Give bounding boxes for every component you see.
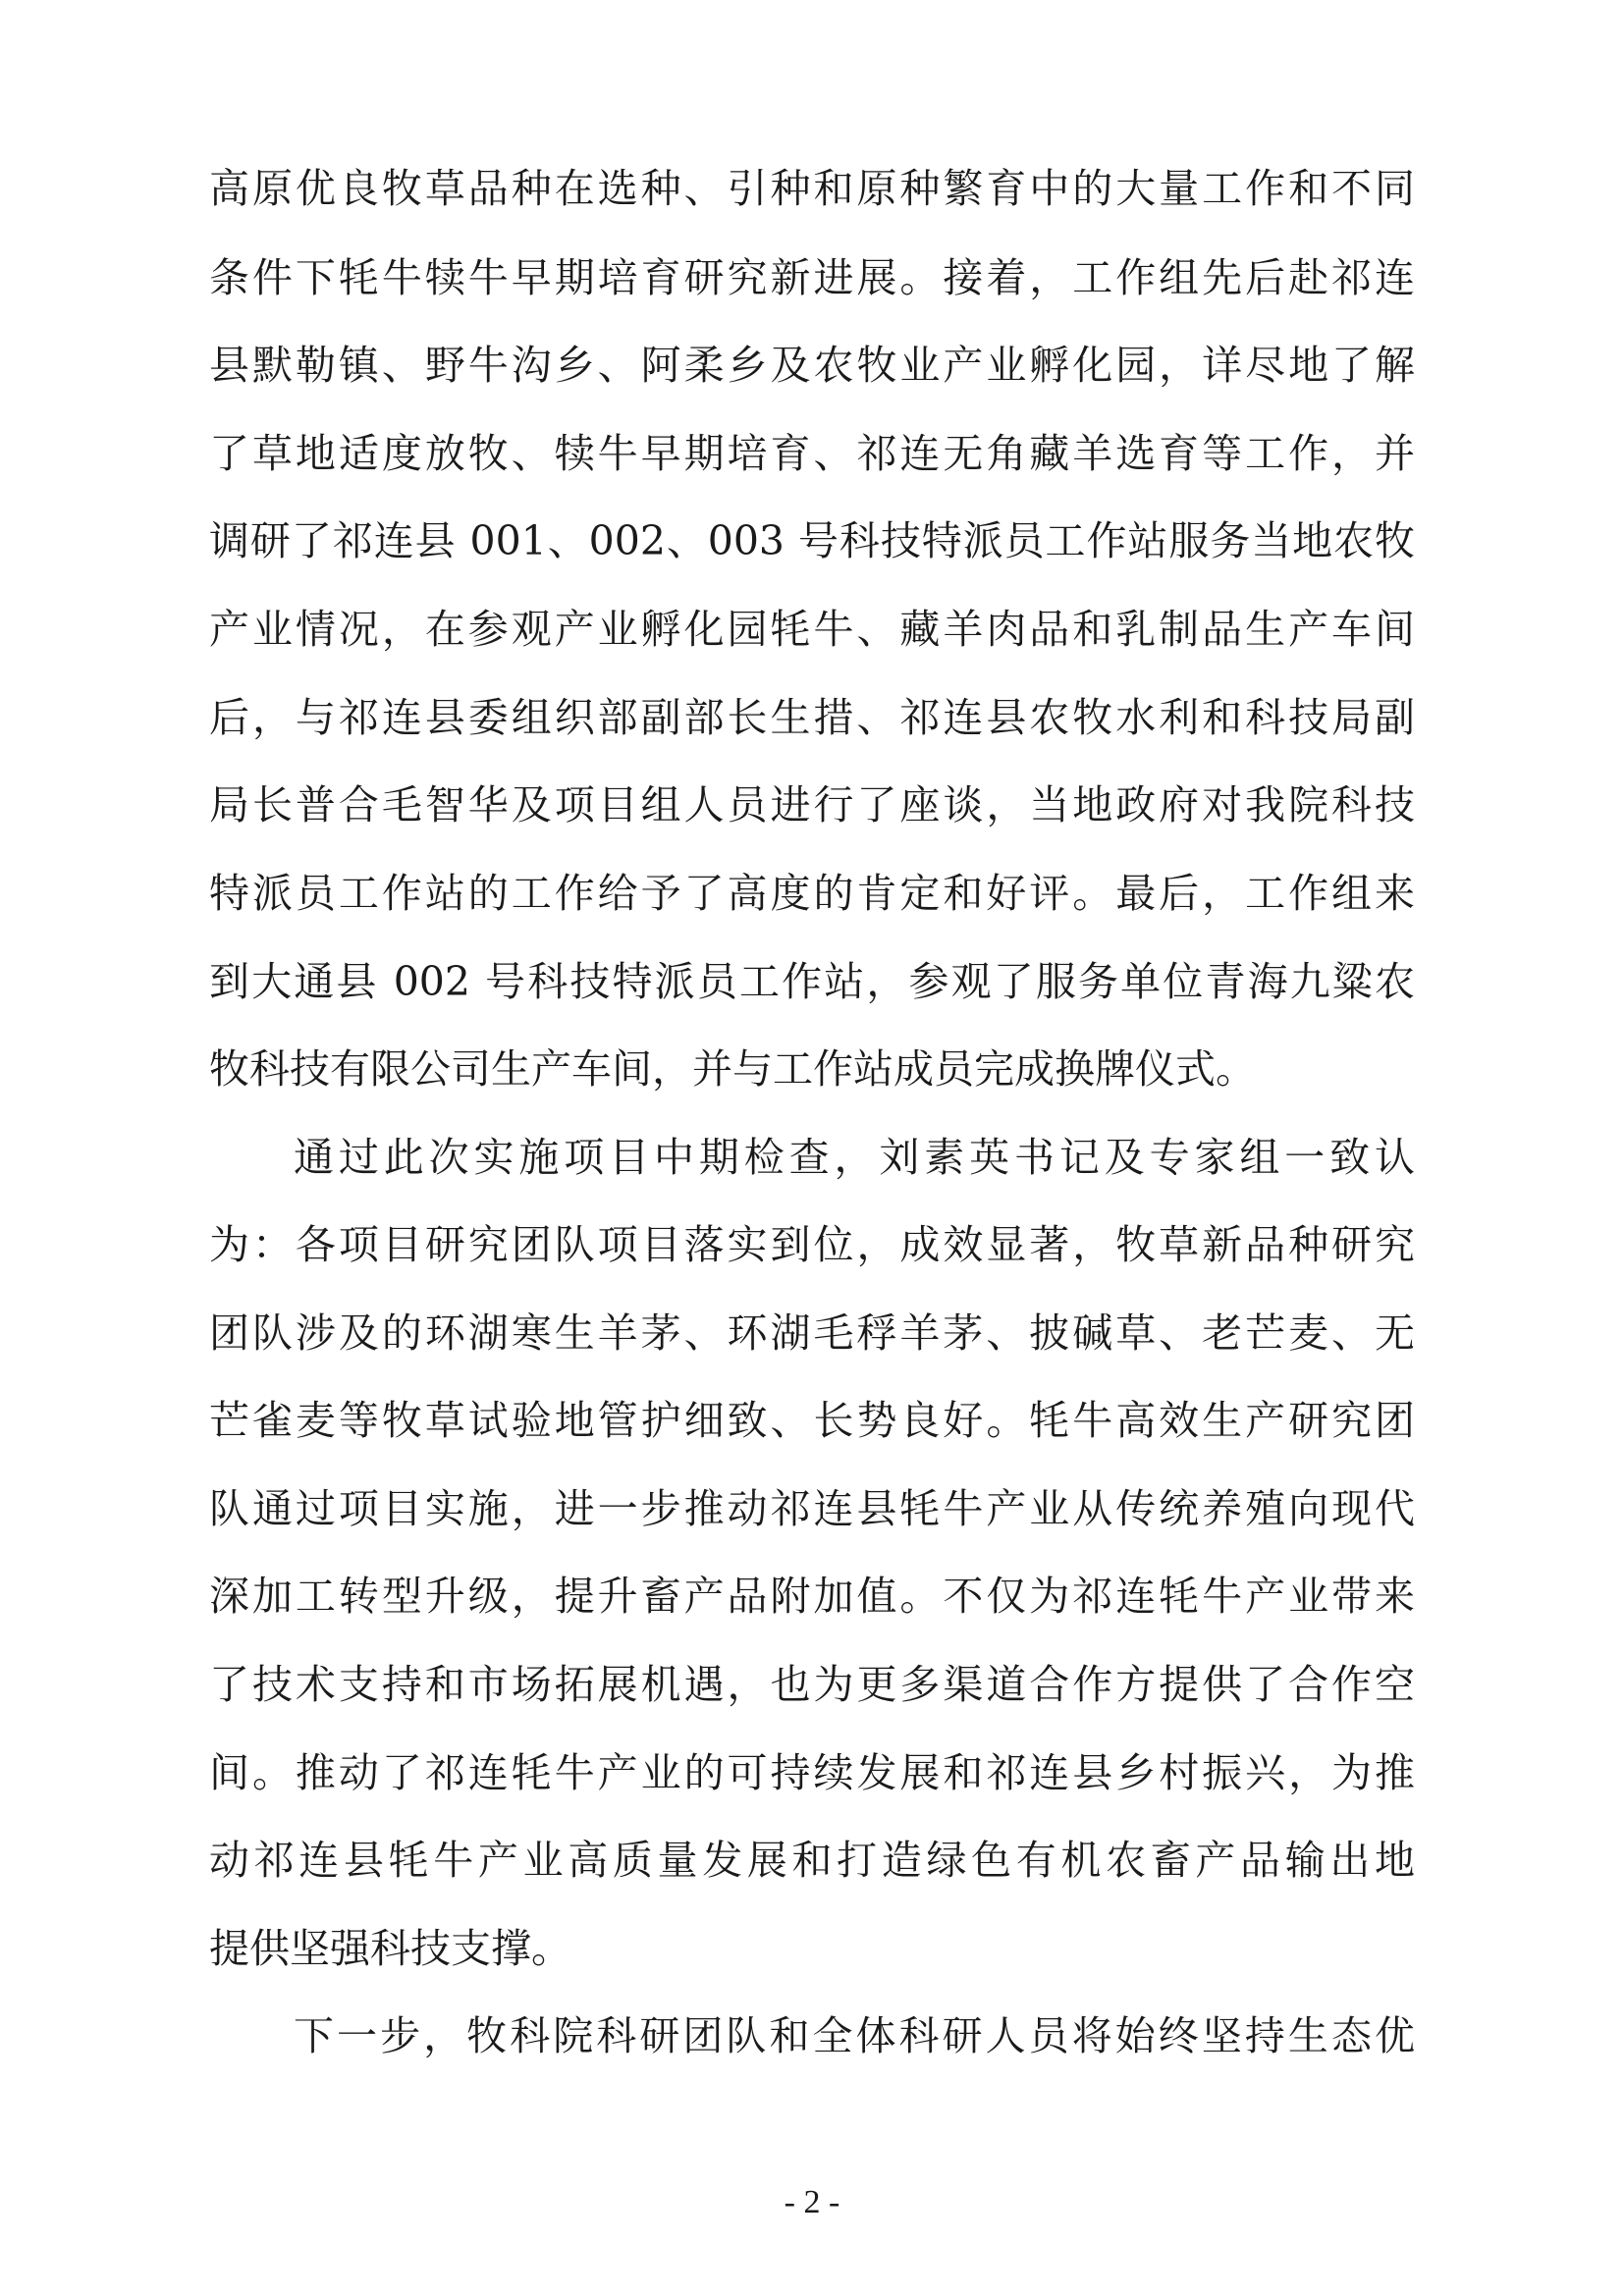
text-line: 后，与祁连县委组织部副部长生措、祁连县农牧水利和科技局副: [209, 694, 1415, 741]
text-line: 产业情况，在参观产业孵化园牦牛、藏羊肉品和乳制品生产车间: [209, 606, 1415, 653]
text-line: 提供坚强科技支撑。: [209, 1925, 571, 1972]
text-line: 条件下牦牛犊牛早期培育研究新进展。接着，工作组先后赴祁连: [209, 254, 1415, 301]
text-line: 团队涉及的环湖寒生羊茅、环湖毛稃羊茅、披碱草、老芒麦、无: [209, 1309, 1415, 1357]
text-line: 调研了祁连县 001、002、003 号科技特派员工作站服务当地农牧: [209, 517, 1415, 564]
text-line: 了技术支持和市场拓展机遇，也为更多渠道合作方提供了合作空: [209, 1661, 1415, 1708]
text-line: 牧科技有限公司生产车间，并与工作站成员完成换牌仪式。: [209, 1045, 1256, 1093]
text-line: 了草地适度放牧、犊牛早期培育、祁连无角藏羊选育等工作，并: [209, 430, 1415, 477]
text-line: 队通过项目实施，进一步推动祁连县牦牛产业从传统养殖向现代: [209, 1485, 1415, 1532]
text-line: 高原优良牧草品种在选种、引种和原种繁育中的大量工作和不同: [209, 165, 1415, 212]
text-line: 动祁连县牦牛产业高质量发展和打造绿色有机农畜产品输出地: [209, 1837, 1415, 1884]
text-line: 局长普合毛智华及项目组人员进行了座谈，当地政府对我院科技: [209, 781, 1415, 828]
text-line: 深加工转型升级，提升畜产品附加值。不仅为祁连牦牛产业带来: [209, 1573, 1415, 1620]
text-line: 芒雀麦等牧草试验地管护细致、长势良好。牦牛高效生产研究团: [209, 1397, 1415, 1444]
text-line: 下一步，牧科院科研团队和全体科研人员将始终坚持生态优: [294, 2012, 1415, 2059]
page-number: - 2 -: [784, 2184, 840, 2220]
text-line: 通过此次实施项目中期检查，刘素英书记及专家组一致认: [294, 1134, 1415, 1181]
text-line: 到大通县 002 号科技特派员工作站，参观了服务单位青海九粱农: [209, 958, 1415, 1005]
text-line: 特派员工作站的工作给予了高度的肯定和好评。最后，工作组来: [209, 870, 1415, 917]
text-line: 县默勒镇、野牛沟乡、阿柔乡及农牧业产业孵化园，详尽地了解: [209, 342, 1415, 389]
text-line: 为：各项目研究团队项目落实到位，成效显著，牧草新品种研究: [209, 1221, 1415, 1268]
text-line: 间。推动了祁连牦牛产业的可持续发展和祁连县乡村振兴，为推: [209, 1749, 1415, 1796]
